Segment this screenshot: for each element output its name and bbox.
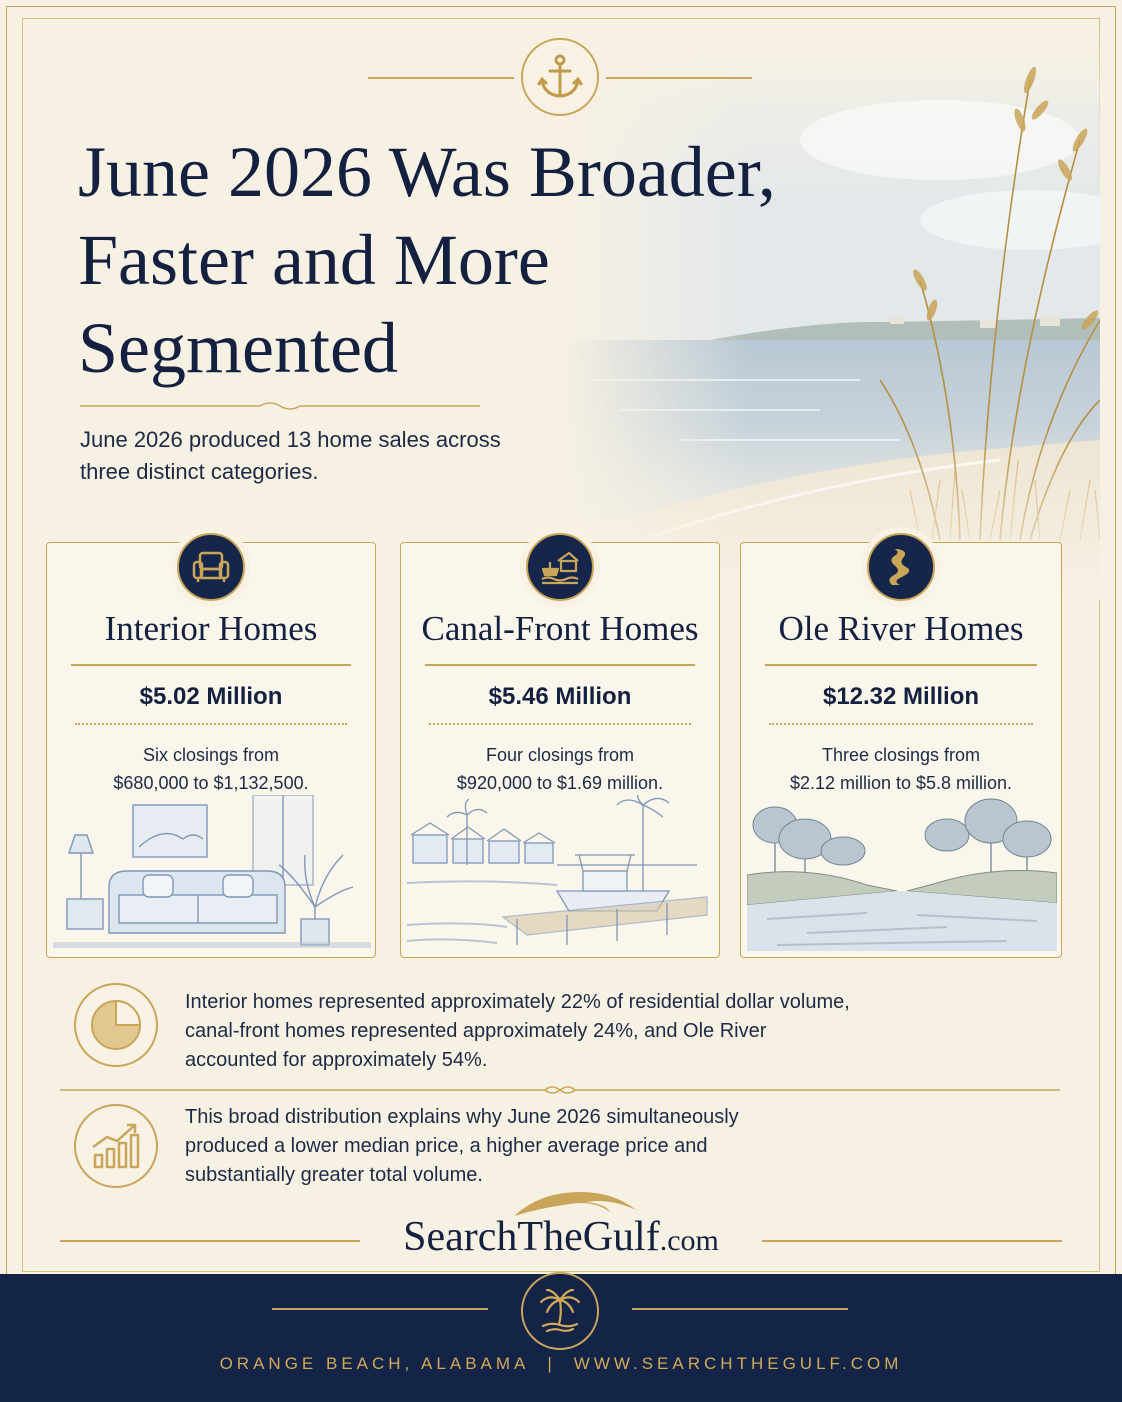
insight-line-3: accounted for approximately 54%. [185,1049,488,1071]
insight-line-2: canal-front homes represented approximately 24%, and Ole River [185,1020,767,1042]
footer-contact-line [0,1354,1122,1374]
card-divider [425,664,695,666]
card-amount: $12.32 Million [822,683,980,710]
headline-line-3: Segmented [78,308,398,388]
card-description [751,741,1051,797]
top-rule-left [368,77,514,79]
card-dotted-divider [769,723,1033,725]
anchor-badge [521,38,599,116]
card-title: Interior Homes [104,609,318,648]
headline [78,128,958,392]
intro-line-2: three distinct categories. [80,459,319,484]
canal-dock-illustration [407,795,715,951]
insight-icon-badge [74,1104,158,1188]
insight-divider [60,1084,1060,1096]
card-icon-badge [520,527,600,607]
card-icon-badge [861,527,941,607]
bar-growth-icon [89,1121,143,1171]
card-divider [765,664,1037,666]
insight-distribution [185,1103,1005,1190]
card-title: Ole River Homes [778,609,1024,648]
brand-wordmark [0,1213,1122,1261]
headline-line-2: Faster and More [78,220,550,300]
footer-separator: | [547,1354,556,1373]
card-description-line-2: $680,000 to $1,132,500. [113,773,309,793]
card-description-line-1: Four closings from [485,745,635,765]
footer-location: ORANGE BEACH, ALABAMA [219,1354,530,1373]
card-dotted-divider [75,723,347,725]
insight-line-2: produced a lower median price, a higher average price and [185,1135,708,1157]
card-canal-front-homes [400,542,720,958]
card-dotted-divider [429,723,691,725]
card-interior-homes [46,542,376,958]
intro-line-1: June 2026 produced 13 home sales across [80,427,501,452]
top-rule-right [606,77,752,79]
headline-line-1: June 2026 Was Broader, [78,132,776,212]
insight-line-3: substantially greater total volume. [185,1164,483,1186]
footer-rule-right [632,1308,848,1310]
card-icon-badge [171,527,251,607]
intro-text [80,424,600,488]
card-description-line-1: Three closings from [821,745,981,765]
footer-rule-left [272,1308,488,1310]
card-description [57,741,365,797]
canal-house-boat-icon [540,549,580,585]
anchor-icon [537,53,583,101]
insight-dollar-volume [185,988,1005,1075]
armchair-icon [192,550,230,584]
card-description-line-2: $920,000 to $1.69 million. [456,773,664,793]
brand-suffix: .com [659,1224,719,1257]
card-description-line-2: $2.12 million to $5.8 million. [789,773,1013,793]
palm-badge [521,1272,599,1350]
card-ole-river-homes [740,542,1062,958]
insight-line-1: This broad distribution explains why June 2026 simultaneously [185,1106,739,1128]
river-icon [884,547,918,587]
ornamental-divider [80,401,480,411]
insight-line-1: Interior homes represented approximately 22% of residential dollar volume, [185,991,850,1013]
card-description-line-1: Six closings from [142,745,280,765]
card-amount: $5.46 Million [488,683,632,710]
river-landscape-illustration [747,795,1057,951]
card-description [411,741,709,797]
card-title: Canal-Front Homes [421,609,699,648]
living-room-illustration [53,795,371,951]
card-divider [71,664,351,666]
card-amount: $5.02 Million [139,683,283,710]
insight-icon-badge [74,983,158,1067]
footer-bar [0,1274,1122,1402]
palm-tree-icon [535,1286,585,1336]
pie-chart-icon [89,998,143,1052]
footer-website-link[interactable]: WWW.SEARCHTHEGULF.COM [573,1354,903,1373]
brand-name: SearchTheGulf [403,1214,660,1260]
